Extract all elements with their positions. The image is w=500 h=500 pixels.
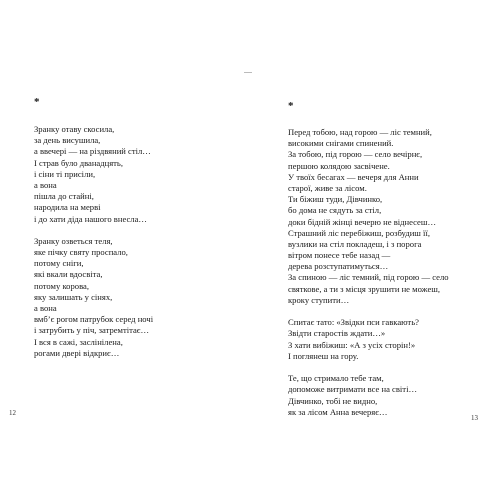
verse-line: і сіни ті присіли, xyxy=(34,168,96,179)
verse-line: Зранку озветься теля, xyxy=(34,235,113,246)
verse-line: яке пічку святу проспало, xyxy=(34,247,128,258)
verse-line: вітром понесе тебе назад — xyxy=(288,250,391,261)
page-number: 13 xyxy=(471,414,478,422)
verse-line: Дівчинко, тобі не видно, xyxy=(288,395,378,406)
verse-line: Звідти старостів ждати…» xyxy=(288,328,386,339)
verse-line: І поглянеш на гору. xyxy=(288,350,359,361)
verse-line: які вкали вдосвіта, xyxy=(34,269,103,280)
stanza xyxy=(34,236,153,359)
verse-line: Ти біжиш туди, Дівчинко, xyxy=(288,194,383,205)
verse-line: а вона xyxy=(34,179,57,190)
verse-line: народила на мерві xyxy=(34,202,101,213)
stanza-gap xyxy=(288,362,449,373)
verse-line: старої, живе за лісом. xyxy=(288,182,367,193)
verse-line: святкове, а ти з місця зрушити не можеш, xyxy=(288,283,441,294)
verse-line: і до хати дідa нашого внесла… xyxy=(34,213,148,224)
section-mark: * xyxy=(288,100,294,112)
verse-line: потому сніги, xyxy=(34,258,84,269)
verse-line: бо дома не сядуть за стіл, xyxy=(288,205,382,216)
poem-body xyxy=(288,127,449,418)
verse-line: як за лісом Анна вечеряє… xyxy=(288,406,388,417)
verse-line: доки бідній жінці вечерю не віднесеш… xyxy=(288,216,437,227)
verse-line: а ввечері — на різдвяний стіл… xyxy=(34,146,151,157)
verse-line: допоможе витримати все на світі… xyxy=(288,384,418,395)
verse-line: У твоїх бесагах — вечеря для Анни xyxy=(288,171,419,182)
verse-line: пішла до стайні, xyxy=(34,191,94,202)
poem-body xyxy=(34,124,153,359)
stanza xyxy=(288,373,449,418)
verse-line: за день висушила, xyxy=(34,135,101,146)
verse-line: З хати вибіжиш: «А з усіх сторін!» xyxy=(288,339,416,350)
verse-line: Те, що стримало тебе там, xyxy=(288,373,384,384)
verse-line: а вона xyxy=(34,303,57,313)
verse-line: яку залишать у сінях, xyxy=(34,291,113,302)
verse-line: вузлики на стіл покладеш, і з порога xyxy=(288,238,422,249)
verse-line: Спитає тато: «Звідки пси гавкають? xyxy=(288,317,419,328)
verse-line: вмбʼє рогом патрубок серед ночі xyxy=(34,314,154,325)
verse-line: і затрубить у піч, затремтітає… xyxy=(34,325,150,336)
verse-line: Перед тобою, над горою — ліс темний, xyxy=(288,127,432,137)
verse-line: першою колядою засвічене. xyxy=(288,160,390,171)
verse-line: Страшний ліс перебіжиш, розбудиш її, xyxy=(288,227,430,238)
verse-line: кроку ступити… xyxy=(288,294,350,305)
section-mark: * xyxy=(34,96,40,108)
stanza xyxy=(288,317,449,362)
verse-line: За спиною — ліс темний, під горою — село xyxy=(288,272,449,283)
page-number: 12 xyxy=(9,409,16,417)
verse-line: рогами двері відкриє… xyxy=(34,347,120,358)
right-page xyxy=(250,0,500,500)
stanza-gap xyxy=(34,225,153,236)
verse-line: Зранку отаву скосила, xyxy=(34,124,115,134)
verse-line: І вся в сажі, заслінілена, xyxy=(34,336,123,347)
verse-line: І страв було дванадцять, xyxy=(34,157,123,168)
verse-line: За тобою, під горою — село вечірнє, xyxy=(288,149,423,160)
verse-line: потому корова, xyxy=(34,280,89,291)
stanza-gap xyxy=(288,306,449,317)
verse-line: високими снігами спинений. xyxy=(288,138,394,149)
verse-line: дерева розступатимуться… xyxy=(288,261,389,272)
stanza xyxy=(288,127,449,306)
stanza xyxy=(34,124,153,225)
